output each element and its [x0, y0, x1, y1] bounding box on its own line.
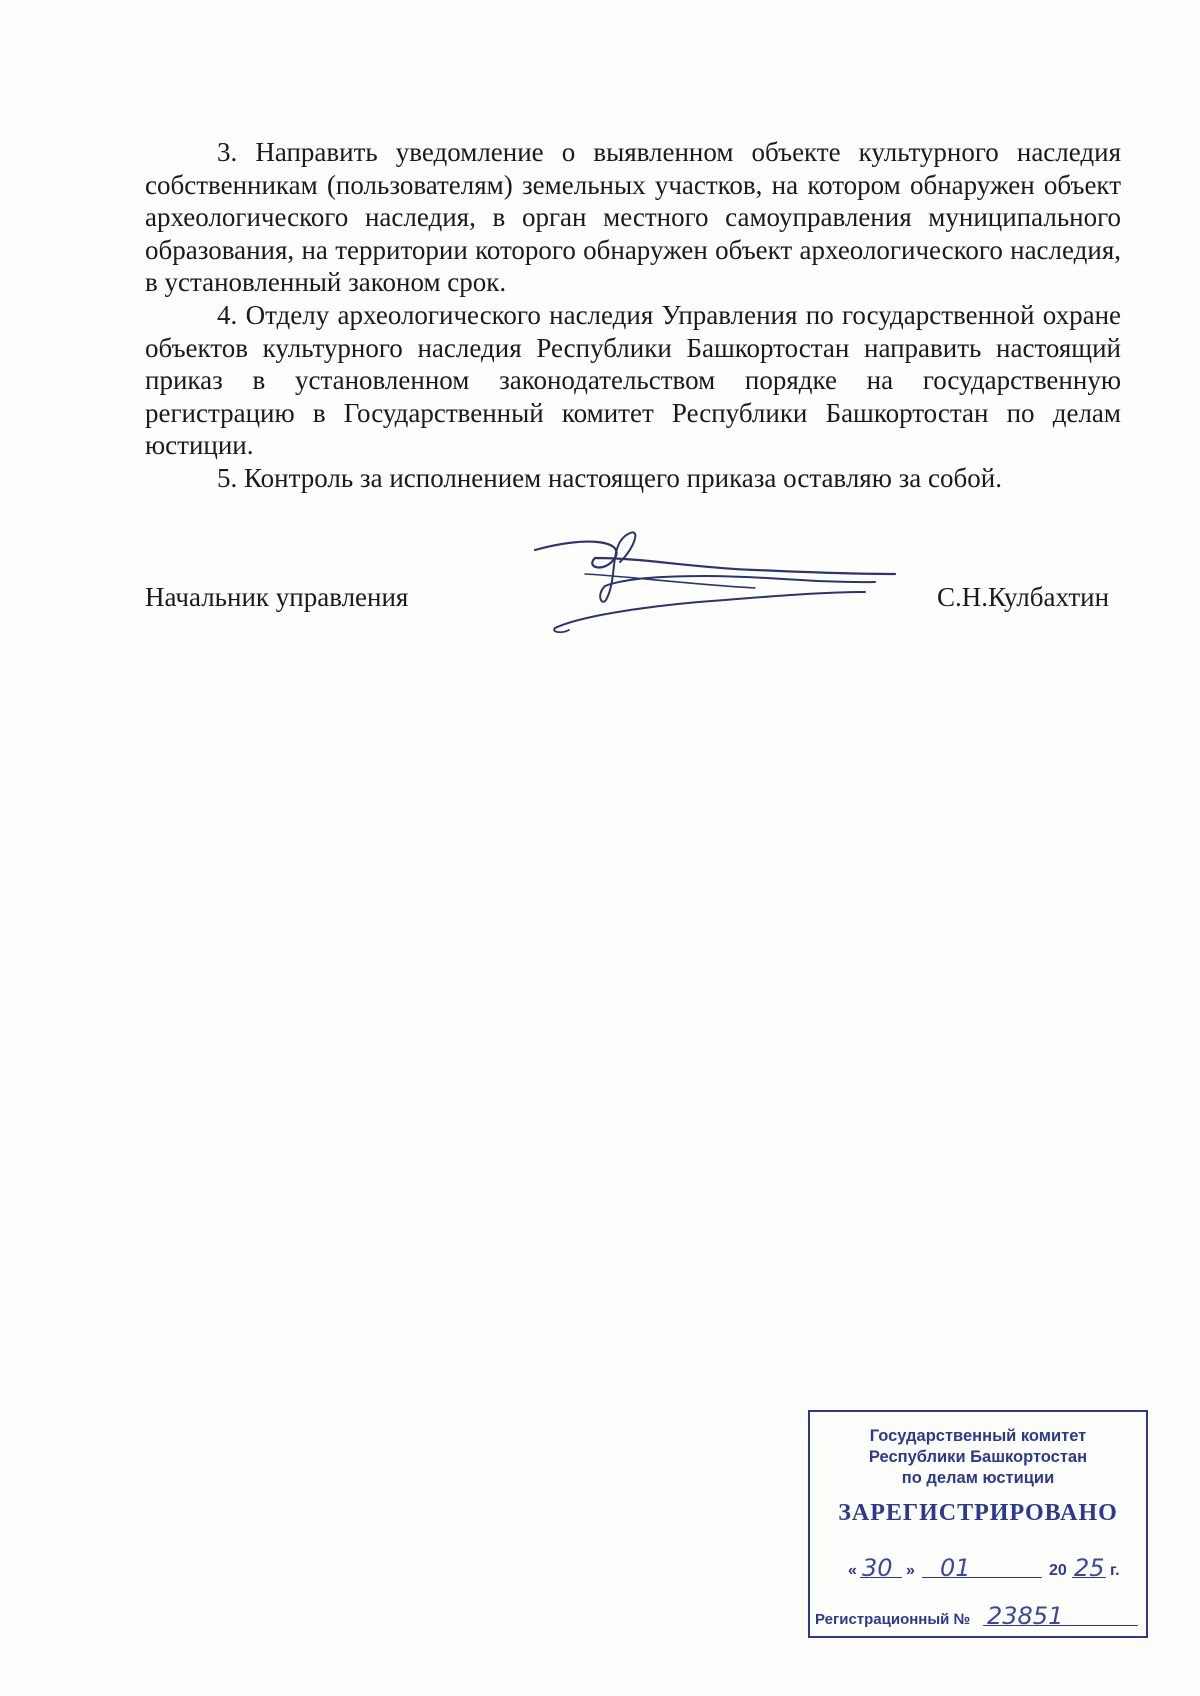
stamp-org-line: Государственный комитет	[869, 1427, 1087, 1445]
stamp-registration-number	[815, 1602, 1140, 1630]
document-body	[145, 136, 1121, 495]
stamp-quote-close: »	[906, 1562, 915, 1579]
stamp-organization	[810, 1426, 1146, 1489]
paragraph-5: 5. Контроль за исполнением настоящего приказа оставляю за собой.	[217, 462, 1002, 493]
stamp-month: 01	[940, 1554, 971, 1582]
handwritten-signature	[525, 528, 905, 638]
stamp-reg-number: 23851	[987, 1602, 1064, 1630]
stamp-org-line: по делам юстиции	[901, 1469, 1055, 1487]
stamp-status: ЗАРЕГИСТРИРОВАНО	[838, 1500, 1118, 1526]
signatory-name: С.Н.Кулбахтин	[937, 582, 1110, 612]
stamp-org-line: Республики Башкортостан	[868, 1448, 1088, 1466]
stamp-day: 30	[862, 1554, 893, 1582]
paragraph-4: 4. Отделу археологического наследия Управления по государственной охране объектов культурного наследия Республики Башкортостан направить настоящий приказ в установленном законодательством порядке на государственную регистрацию в Государственный комитет Республики Башкортостан по делам юстиции.	[145, 299, 1121, 461]
signatory-title: Начальник управления	[145, 582, 409, 612]
stamp-year-unit: г.	[1110, 1562, 1120, 1579]
paragraph-3: 3. Направить уведомление о выявленном объекте культурного наследия собственникам (пользователям) земельных участков, на котором обнаружен объект археологического наследия, в орган местного самоуправления муниципального образования, на территории которого обнаружен объект археологического наследия, в установленный законом срок.	[145, 137, 1121, 298]
registration-stamp	[808, 1410, 1148, 1638]
stamp-year-suffix: 25	[1074, 1554, 1105, 1582]
stamp-date	[840, 1552, 1130, 1582]
stamp-quote-open: «	[848, 1562, 857, 1579]
stamp-reg-label: Регистрационный №	[815, 1611, 971, 1628]
stamp-year-prefix: 20	[1049, 1562, 1067, 1579]
